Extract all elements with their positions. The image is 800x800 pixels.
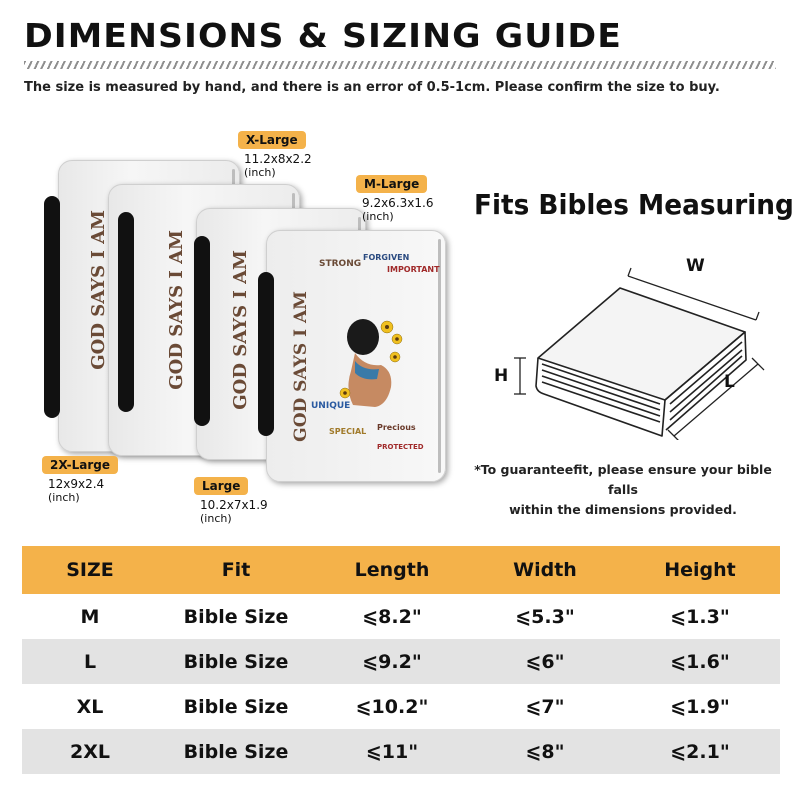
size-dims-m-large bbox=[362, 197, 433, 223]
size-dims-x-large bbox=[244, 153, 312, 179]
cover-word-strong: STRONG bbox=[319, 259, 362, 269]
size-label-m-large: M-Large bbox=[356, 175, 427, 193]
fits-bibles-title: Fits Bibles Measuring bbox=[474, 188, 794, 221]
table-row bbox=[22, 729, 780, 774]
cell-length: ⩽8.2" bbox=[362, 605, 422, 628]
cell-fit: Bible Size bbox=[158, 729, 314, 774]
book-line-drawing bbox=[480, 240, 780, 440]
cell-fit: Bible Size bbox=[158, 639, 314, 684]
cover-title: GOD SAYS I AM bbox=[291, 291, 311, 442]
cover-title-2xl: GOD SAYS I AM bbox=[88, 210, 109, 370]
size-dims-unit: (inch) bbox=[200, 512, 232, 525]
cell-width: ⩽6" bbox=[470, 639, 620, 684]
table-header-row bbox=[22, 546, 780, 594]
cover-word-unique: UNIQUE bbox=[311, 401, 351, 411]
header-height: Height bbox=[620, 546, 780, 594]
size-dims-2x-large bbox=[48, 478, 104, 504]
woman-sunflower-illustration bbox=[335, 309, 405, 409]
header-fit: Fit bbox=[158, 546, 314, 594]
cell-width: ⩽7" bbox=[525, 695, 565, 718]
header-length: Length bbox=[314, 546, 470, 594]
header-width: Width bbox=[470, 546, 620, 594]
cover-zipper bbox=[438, 239, 441, 473]
fit-note-line-1: *To guaranteefit, please ensure your bible falls bbox=[474, 462, 772, 497]
size-dims-unit: (inch) bbox=[48, 491, 80, 504]
fit-note-line-2: within the dimensions provided. bbox=[509, 502, 737, 517]
cell-height: ⩽1.6" bbox=[620, 639, 780, 684]
size-dims-large bbox=[200, 499, 268, 525]
size-dims-value: 12x9x2.4 bbox=[48, 477, 105, 491]
cell-height: ⩽1.9" bbox=[670, 695, 730, 718]
length-label: L bbox=[724, 372, 735, 392]
cover-word-precious: Precious bbox=[377, 423, 416, 432]
cell-size: XL bbox=[76, 695, 104, 718]
size-dims-value: 11.2x8x2.2 bbox=[244, 152, 312, 166]
hatch-divider bbox=[24, 61, 776, 69]
cell-size: M bbox=[80, 605, 100, 628]
carry-handle bbox=[258, 272, 274, 436]
height-label: H bbox=[494, 366, 509, 386]
table-row bbox=[22, 639, 780, 684]
cover-title-large: GOD SAYS I AM bbox=[230, 250, 251, 410]
size-label-x-large: X-Large bbox=[238, 131, 306, 149]
cell-width: ⩽8" bbox=[470, 729, 620, 774]
cover-m bbox=[266, 230, 446, 482]
cell-height: ⩽2.1" bbox=[620, 729, 780, 774]
size-chart-table bbox=[22, 546, 780, 774]
cover-word-forgiven: FORGIVEN bbox=[363, 253, 410, 262]
cell-length: ⩽11" bbox=[314, 729, 470, 774]
cell-size: L bbox=[22, 639, 158, 684]
cell-fit: Bible Size bbox=[183, 695, 289, 718]
carry-handle bbox=[44, 196, 60, 418]
size-dims-unit: (inch) bbox=[244, 166, 276, 179]
cell-size: 2XL bbox=[22, 729, 158, 774]
fit-note bbox=[468, 460, 778, 520]
cell-width: ⩽5.3" bbox=[515, 605, 575, 628]
size-label-large: Large bbox=[194, 477, 248, 495]
cell-length: ⩽10.2" bbox=[355, 695, 429, 718]
cover-word-special: SPECIAL bbox=[329, 427, 367, 436]
size-dims-value: 10.2x7x1.9 bbox=[200, 498, 268, 512]
size-dims-unit: (inch) bbox=[362, 210, 394, 223]
cover-title-xl: GOD SAYS I AM bbox=[166, 230, 187, 390]
cover-word-important: IMPORTANT bbox=[387, 265, 440, 274]
cell-length: ⩽9.2" bbox=[314, 639, 470, 684]
cover-word-protected: PROTECTED bbox=[377, 443, 424, 451]
carry-handle bbox=[118, 212, 134, 412]
table-row bbox=[22, 684, 780, 729]
size-label-2x-large: 2X-Large bbox=[42, 456, 118, 474]
measurement-disclaimer: The size is measured by hand, and there is an error of 0.5-1cm. Please confirm the size to buy. bbox=[24, 80, 720, 95]
page-title: DIMENSIONS & SIZING GUIDE bbox=[24, 16, 622, 55]
cell-fit: Bible Size bbox=[183, 605, 289, 628]
cell-height: ⩽1.3" bbox=[670, 605, 730, 628]
carry-handle bbox=[194, 236, 210, 426]
size-dims-value: 9.2x6.3x1.6 bbox=[362, 196, 434, 210]
book-dimension-diagram bbox=[480, 240, 780, 440]
table-row bbox=[22, 594, 780, 639]
width-label: W bbox=[686, 256, 705, 276]
header-size: SIZE bbox=[22, 546, 158, 594]
